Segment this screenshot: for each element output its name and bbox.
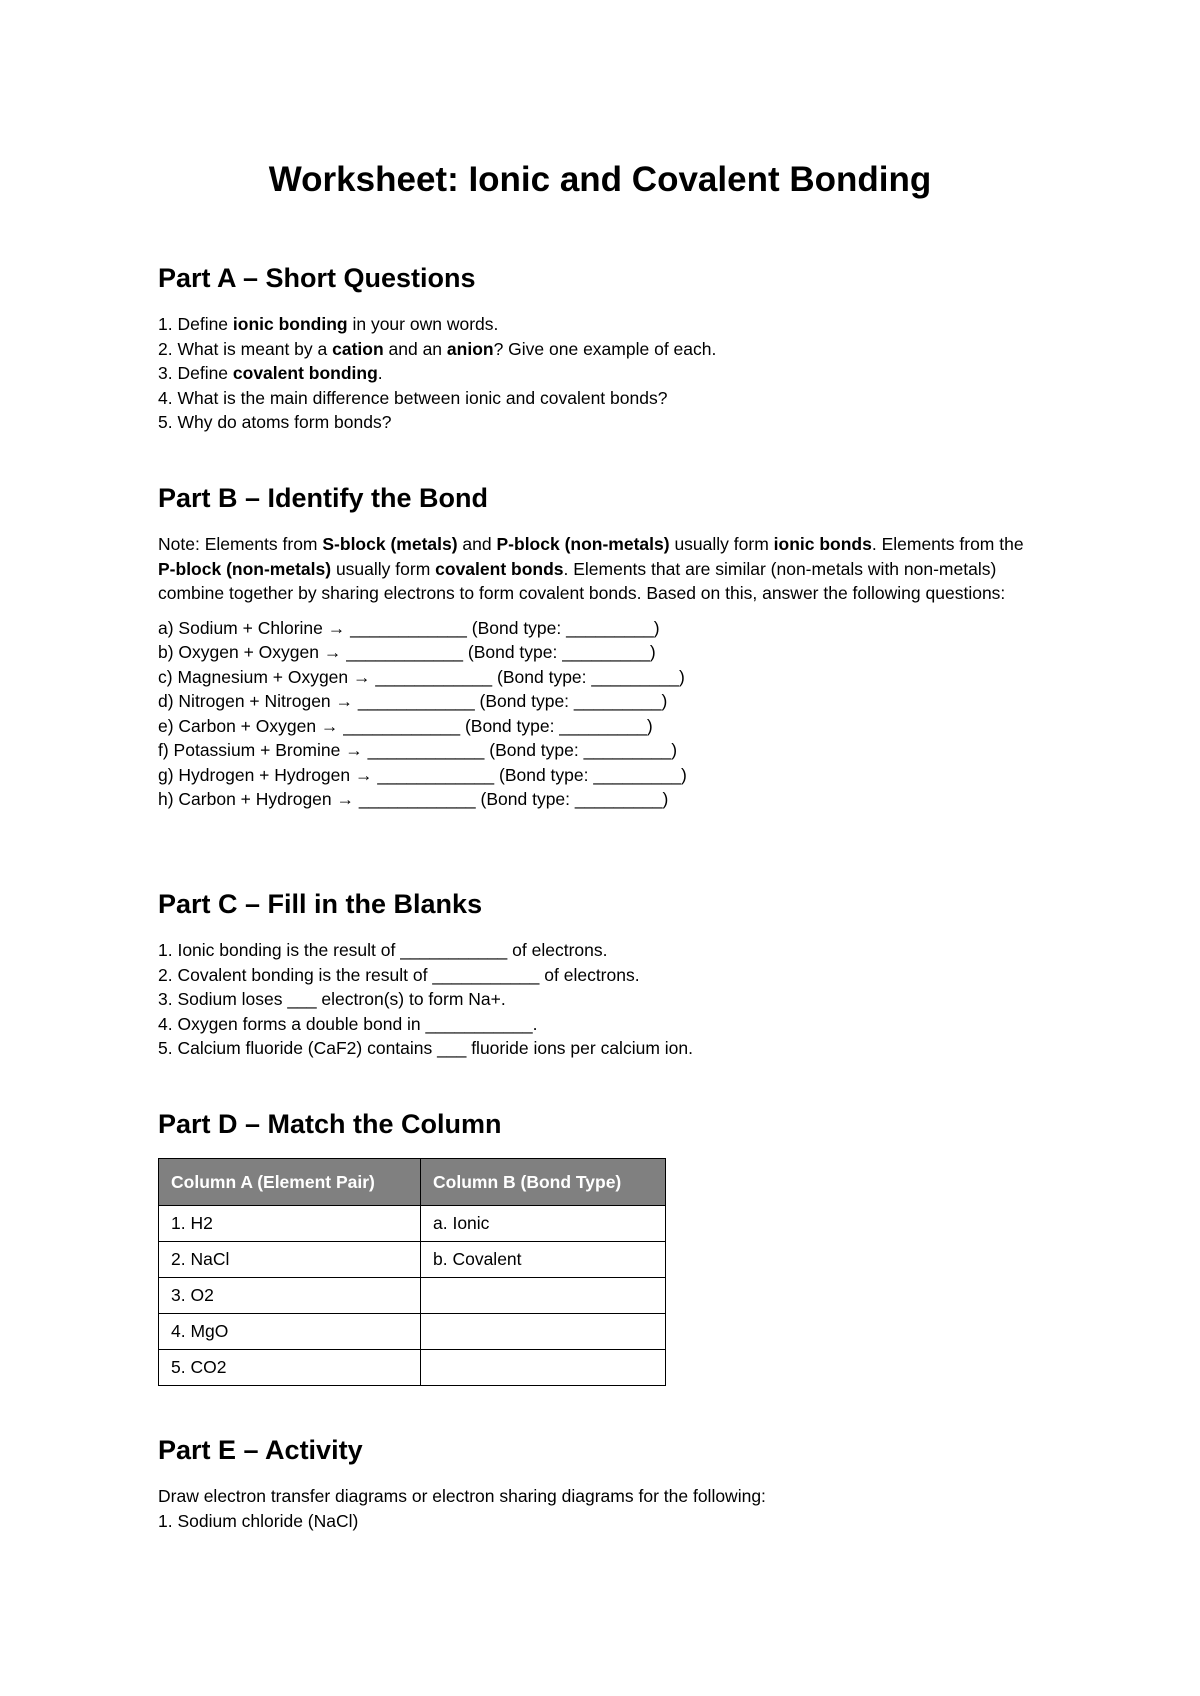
part-e-instruction: Draw electron transfer diagrams or electron sharing diagrams for the following:: [158, 1486, 766, 1507]
part-b-item: g) Hydrogen + Hydrogen → ____________ (Bond type: _________): [158, 764, 687, 785]
page-title: Worksheet: Ionic and Covalent Bonding: [268, 160, 932, 199]
part-c-section: [158, 888, 1058, 1061]
column-a-cell: 3. O2: [159, 1278, 421, 1314]
column-a-cell: 5. CO2: [159, 1350, 421, 1386]
table-row: [159, 1242, 666, 1278]
part-d-section: [158, 1108, 1058, 1386]
part-b-item: e) Carbon + Oxygen → ____________ (Bond type: _________): [158, 715, 653, 736]
part-a-question-4: 4. What is the main difference between ionic and covalent bonds?: [158, 387, 668, 408]
column-b-cell: [421, 1278, 666, 1314]
column-b-cell: [421, 1350, 666, 1386]
part-e-section: [158, 1434, 1058, 1533]
part-a-question-5: 5. Why do atoms form bonds?: [158, 412, 392, 433]
part-e-heading: Part E – Activity: [158, 1435, 363, 1465]
table-header-row: [159, 1159, 666, 1206]
part-e-item: 1. Sodium chloride (NaCl): [158, 1510, 359, 1531]
column-b-cell: a. Ionic: [421, 1206, 666, 1242]
part-a-section: [158, 262, 1058, 435]
column-a-cell: 4. MgO: [159, 1314, 421, 1350]
part-b-section: [158, 482, 1058, 812]
column-a-cell: 2. NaCl: [159, 1242, 421, 1278]
table-row: [159, 1278, 666, 1314]
part-b-note: Note: Elements from S-block (metals) and P-block (non-metals) usually form ionic bonds. Elements from the P-block (non-metals) usually form covalent bonds. Elements that are similar (non-metals with non-metals) combine together by sharing electrons to form covalent bonds. Based on this, answer the following questions:: [158, 534, 1024, 604]
part-a-question-2: 2. What is meant by a cation and an anion? Give one example of each.: [158, 338, 717, 359]
part-c-item: 4. Oxygen forms a double bond in ___________.: [158, 1013, 538, 1034]
table-row: [159, 1350, 666, 1386]
table-row: [159, 1314, 666, 1350]
column-b-cell: b. Covalent: [421, 1242, 666, 1278]
part-c-item: 1. Ionic bonding is the result of ___________ of electrons.: [158, 940, 608, 961]
part-d-heading: Part D – Match the Column: [158, 1109, 502, 1139]
part-a-question-3: 3. Define covalent bonding.: [158, 363, 383, 384]
part-b-item: b) Oxygen + Oxygen → ____________ (Bond type: _________): [158, 642, 656, 663]
column-b-header: Column B (Bond Type): [421, 1159, 666, 1206]
column-b-cell: [421, 1314, 666, 1350]
part-c-heading: Part C – Fill in the Blanks: [158, 889, 483, 919]
part-b-item: f) Potassium + Bromine → ____________ (Bond type: _________): [158, 740, 678, 761]
part-b-item: h) Carbon + Hydrogen → ____________ (Bond type: _________): [158, 789, 669, 810]
part-b-item: a) Sodium + Chlorine → ____________ (Bond type: _________): [158, 617, 660, 638]
part-b-item: c) Magnesium + Oxygen → ____________ (Bond type: _________): [158, 666, 685, 687]
part-c-item: 2. Covalent bonding is the result of ___________ of electrons.: [158, 964, 640, 985]
column-a-cell: 1. H2: [159, 1206, 421, 1242]
part-a-question-1: 1. Define ionic bonding in your own words.: [158, 314, 499, 335]
part-a-heading: Part A – Short Questions: [158, 263, 476, 293]
part-b-heading: Part B – Identify the Bond: [158, 483, 489, 513]
column-a-header: Column A (Element Pair): [159, 1159, 421, 1206]
part-b-item: d) Nitrogen + Nitrogen → ____________ (Bond type: _________): [158, 691, 668, 712]
part-c-item: 3. Sodium loses ___ electron(s) to form Na+.: [158, 989, 506, 1010]
part-c-item: 5. Calcium fluoride (CaF2) contains ___ fluoride ions per calcium ion.: [158, 1038, 693, 1059]
match-table: [158, 1158, 666, 1386]
table-row: [159, 1206, 666, 1242]
